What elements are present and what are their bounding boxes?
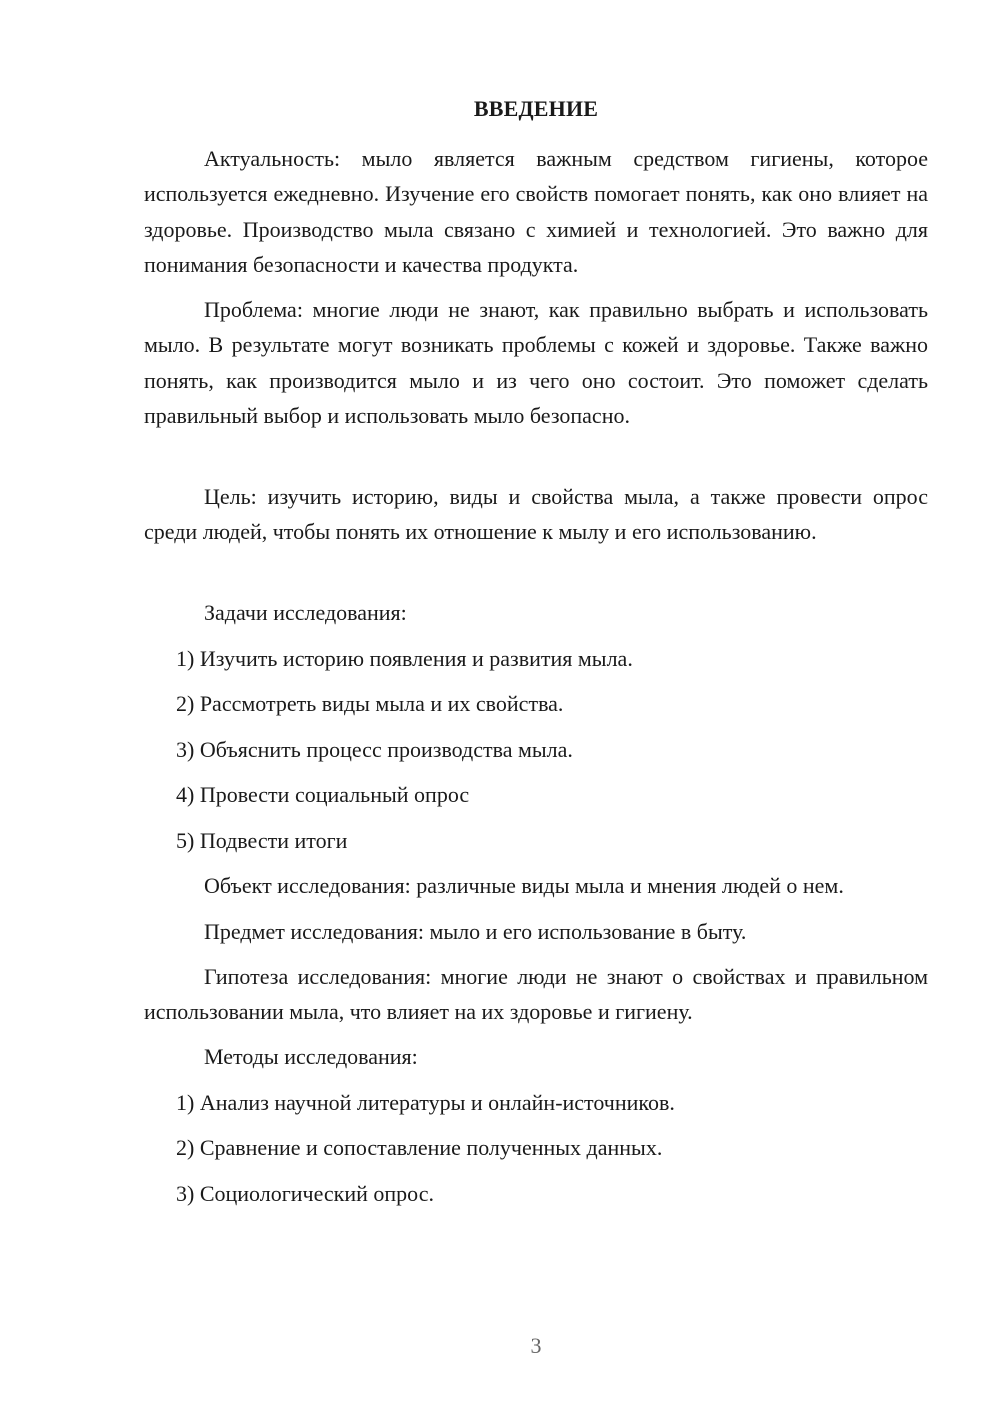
- relevance-paragraph: Актуальность: мыло является важным средством гигиены, которое используется ежедневно. Изучение его свойств помогает понять, как оно влияет на здоровье. Производство мыла связано с химией и технологией. Это важно для понимания безопасности и качества продукта.: [144, 146, 928, 277]
- method-item: 2) Сравнение и сопоставление полученных данных.: [176, 1135, 663, 1160]
- page-number: 3: [530, 1333, 542, 1358]
- page-title: ВВЕДЕНИЕ: [473, 96, 599, 121]
- method-item: 3) Социологический опрос.: [176, 1181, 434, 1206]
- method-item: 1) Анализ научной литературы и онлайн-источников.: [176, 1090, 675, 1115]
- task-item: 1) Изучить историю появления и развития мыла.: [176, 646, 633, 671]
- problem-paragraph: Проблема: многие люди не знают, как правильно выбрать и использовать мыло. В результате могут возникать проблемы с кожей и здоровье. Также важно понять, как производится мыло и из чего оно состоит. Это поможет сделать правильный выбор и использовать мыло безопасно.: [144, 297, 928, 428]
- tasks-title: Задачи исследования:: [204, 600, 407, 625]
- hypothesis-paragraph: Гипотеза исследования: многие люди не знают о свойствах и правильном использовании мыла, что влияет на их здоровье и гигиену.: [144, 964, 928, 1025]
- task-item: 5) Подвести итоги: [176, 828, 348, 853]
- methods-title: Методы исследования:: [204, 1044, 418, 1069]
- task-item: 3) Объяснить процесс производства мыла.: [176, 737, 573, 762]
- research-object: Объект исследования: различные виды мыла и мнения людей о нем.: [204, 873, 844, 898]
- task-item: 4) Провести социальный опрос: [176, 782, 470, 807]
- goal-paragraph: Цель: изучить историю, виды и свойства мыла, а также провести опрос среди людей, чтобы понять их отношение к мылу и его использованию.: [144, 484, 928, 545]
- task-item: 2) Рассмотреть виды мыла и их свойства.: [176, 691, 564, 716]
- research-subject: Предмет исследования: мыло и его использование в быту.: [204, 919, 747, 944]
